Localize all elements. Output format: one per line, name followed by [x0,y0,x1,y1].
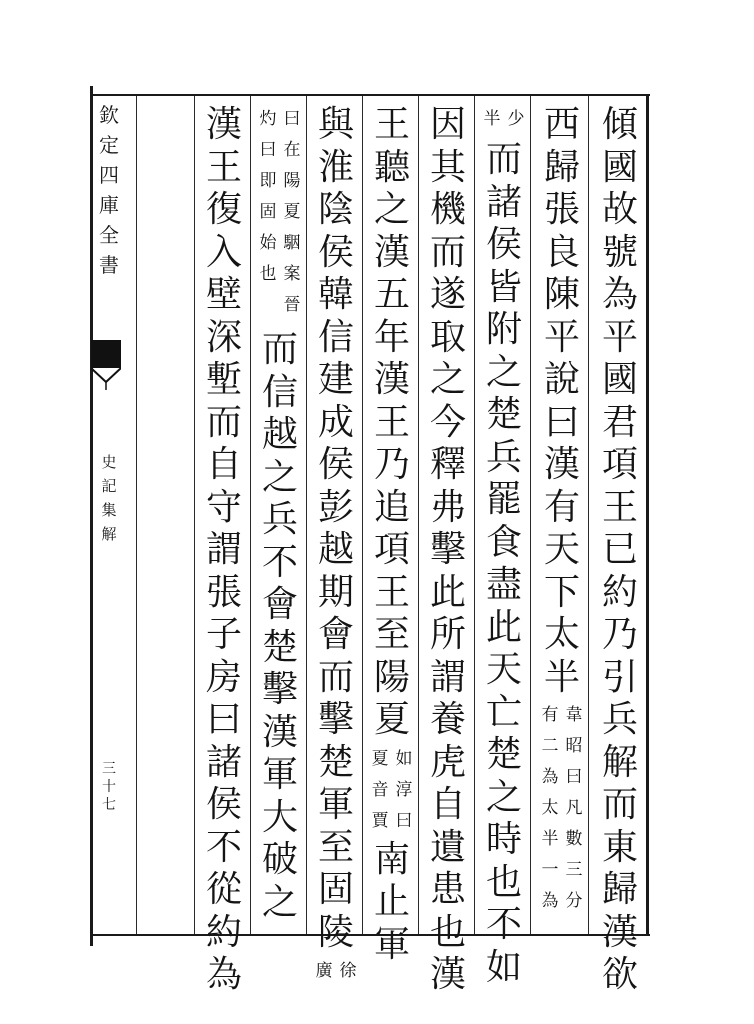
margin-collection-title [97,100,121,280]
character: 約 [601,571,638,613]
character: 太 [543,614,580,655]
character: 楚 [485,394,522,435]
character: 固 [317,869,354,910]
main-text [602,104,638,997]
character: 侯 [205,784,242,825]
character: 食 [485,521,522,563]
character: 所 [429,614,466,655]
character: 已 [601,529,638,570]
character: 韓 [317,274,354,315]
commentary-subcolumn [480,104,504,135]
character: 陰 [317,189,354,230]
character: 止 [373,881,410,922]
character: 兵 [261,499,298,540]
character: 不 [205,826,242,868]
character: 深 [205,316,242,358]
character: 駰 [283,233,301,253]
character: 自 [205,444,242,485]
character: 會 [261,584,298,625]
character: 謂 [205,529,242,570]
character: 陽 [373,656,410,698]
character: 王 [373,401,410,443]
character: 之 [485,776,522,818]
character: 兵 [485,436,522,478]
character: 而 [261,329,298,370]
character: 守 [205,486,242,528]
character: 越 [261,414,298,455]
character: 侯 [317,444,354,485]
character: 之 [429,359,466,400]
character: 歸 [543,146,580,188]
character: 定 [99,133,119,157]
character: 養 [429,699,466,740]
character: 盡 [485,564,522,605]
character: 聽 [373,146,410,188]
character: 遂 [429,274,466,315]
character: 諸 [205,741,242,783]
character: 約 [205,911,242,953]
character: 曰 [259,140,277,160]
commentary-note [256,104,304,321]
fish-tail-block [91,340,121,368]
character: 房 [205,656,242,698]
character: 諸 [485,181,522,223]
character: 昭 [565,736,583,756]
character: 復 [205,189,242,230]
column-rule [194,96,195,934]
character: 因 [429,104,466,145]
character: 擊 [429,529,466,570]
text-column-6 [308,104,364,987]
character: 侯 [317,231,354,273]
character: 說 [543,359,580,400]
frame-left-rule [90,86,93,946]
character: 國 [601,146,638,188]
text-column-1 [592,104,648,997]
character: 韋 [565,705,583,725]
character: 亡 [485,691,522,733]
character: 固 [259,202,277,222]
character: 案 [283,264,301,284]
character: 南 [373,838,410,880]
character: 陳 [543,274,580,315]
character: 皆 [485,266,522,308]
character: 始 [259,233,277,253]
character: 張 [205,571,242,613]
character: 為 [601,274,638,315]
character: 四 [99,163,119,187]
character: 擊 [317,699,354,740]
character: 之 [373,189,410,230]
character: 至 [317,826,354,868]
character: 弗 [429,486,466,528]
character: 兵 [601,699,638,740]
character: 取 [429,316,466,358]
character: 夏 [371,748,389,769]
character: 曰 [543,401,580,443]
main-text [544,104,580,699]
commentary-note [368,744,416,837]
commentary-subcolumn [504,104,528,135]
character: 有 [541,705,559,725]
character: 軍 [261,754,298,795]
character: 解 [601,741,638,783]
character: 乃 [373,444,410,485]
character: 平 [601,316,638,358]
character: 張 [543,189,580,230]
character: 如 [395,748,413,769]
character: 凡 [565,798,583,818]
character: 國 [601,359,638,400]
character: 半 [543,656,580,698]
character: 與 [317,104,354,145]
character: 少 [507,109,525,129]
character: 漢 [543,444,580,485]
character: 遺 [429,826,466,868]
commentary-note [480,104,528,135]
character: 號 [601,231,638,273]
character: 欽 [99,103,119,127]
character: 楚 [317,741,354,783]
character: 天 [485,649,522,690]
character: 記 [101,477,117,495]
character: 軍 [317,784,354,825]
character: 之 [261,456,298,498]
character: 附 [485,309,522,350]
character: 一 [541,860,559,880]
character: 不 [485,904,522,945]
text-column-5 [364,104,420,966]
character: 為 [541,891,559,911]
character: 年 [373,316,410,358]
character: 漢 [205,104,242,145]
main-text [318,104,354,954]
character: 半 [483,109,501,129]
character: 三 [102,761,116,777]
main-text [430,104,466,997]
character: 淮 [317,146,354,188]
commentary-note [312,956,360,987]
character: 王 [205,146,242,188]
character: 其 [429,146,466,188]
character: 楚 [261,626,298,668]
character: 陵 [317,911,354,953]
character: 王 [373,571,410,613]
character: 會 [317,614,354,655]
character: 追 [373,486,410,528]
character: 信 [317,316,354,358]
frame-top-rule [90,94,650,96]
character: 有 [543,486,580,528]
character: 軍 [373,923,410,965]
character: 之 [261,881,298,923]
character: 史 [101,453,117,471]
character: 東 [601,826,638,868]
character: 歸 [601,869,638,910]
commentary-subcolumn [392,744,416,837]
character: 即 [259,171,277,191]
character: 也 [259,264,277,284]
main-text [374,104,410,742]
character: 曰 [205,699,242,740]
commentary-subcolumn [256,104,280,321]
character: 建 [317,359,354,400]
character: 音 [371,779,389,800]
character: 成 [317,401,354,443]
character: 此 [429,571,466,613]
character: 五 [373,274,410,315]
main-text [486,139,522,989]
character: 自 [429,784,466,825]
text-column-3 [476,104,532,989]
character: 西 [543,104,580,145]
character: 解 [101,525,117,543]
main-text [374,839,410,967]
character: 傾 [601,104,638,145]
character: 而 [601,784,638,825]
text-column-4 [420,104,476,997]
character: 機 [429,189,466,230]
character: 也 [429,911,466,953]
character: 全 [99,223,119,247]
character: 十 [102,779,116,795]
character: 賈 [371,810,389,831]
character: 君 [601,401,638,443]
character: 楚 [485,734,522,775]
character: 從 [205,869,242,910]
commentary-subcolumn [538,700,562,917]
character: 夏 [283,202,301,222]
character: 之 [485,351,522,393]
text-column-7 [252,104,308,924]
character: 釋 [429,444,466,485]
character: 王 [601,486,638,528]
character: 入 [205,231,242,273]
character: 越 [317,529,354,570]
character: 庫 [99,193,119,217]
margin-book-title [100,450,118,546]
character: 謂 [429,656,466,698]
character: 曰 [395,810,413,831]
commentary-note [538,700,586,917]
character: 為 [205,954,242,995]
character: 而 [485,139,522,180]
character: 患 [429,869,466,910]
character: 集 [101,501,117,519]
text-column-8 [196,104,252,997]
character: 七 [102,797,116,813]
character: 欲 [601,954,638,995]
character: 良 [543,231,580,273]
character: 而 [205,401,242,443]
character: 故 [601,189,638,230]
commentary-subcolumn [280,104,304,321]
character: 漢 [429,954,466,995]
character: 此 [485,606,522,648]
fish-tail-mark [91,368,121,390]
character: 而 [317,656,354,698]
character: 曰 [565,767,583,787]
character: 王 [373,104,410,145]
character: 三 [565,860,583,880]
character: 太 [541,798,559,818]
character: 曰 [283,109,301,129]
character: 為 [541,767,559,787]
character: 侯 [485,224,522,265]
character: 期 [317,571,354,613]
main-text [206,104,242,997]
main-text [262,329,298,924]
character: 二 [541,736,559,756]
character: 下 [543,571,580,613]
character: 天 [543,529,580,570]
character: 也 [485,861,522,903]
character: 廣 [315,961,333,981]
character: 乃 [601,614,638,655]
character: 如 [485,946,522,988]
text-column-2 [534,104,590,699]
character: 半 [541,829,559,849]
character: 項 [601,444,638,485]
character: 徐 [339,961,357,981]
margin-page-number [100,760,118,814]
character: 至 [373,614,410,655]
character: 灼 [259,109,277,129]
character: 漢 [373,359,410,400]
character: 子 [205,614,242,655]
column-rule [136,96,137,934]
character: 塹 [205,359,242,400]
character: 數 [565,829,583,849]
character: 晉 [283,295,301,315]
character: 時 [485,819,522,860]
character: 漢 [601,911,638,953]
character: 信 [261,371,298,413]
character: 罷 [485,479,522,520]
character: 彭 [317,486,354,528]
character: 書 [99,253,119,277]
character: 而 [429,231,466,273]
character: 陽 [283,171,301,191]
commentary-subcolumn [312,956,336,987]
character: 漢 [373,231,410,273]
character: 分 [565,891,583,911]
character: 破 [261,839,298,880]
character: 淳 [395,779,413,800]
character: 項 [373,529,410,570]
commentary-subcolumn [336,956,360,987]
character: 大 [261,796,298,838]
character: 擊 [261,669,298,710]
character: 今 [429,401,466,443]
character: 虎 [429,741,466,783]
character: 在 [283,140,301,160]
commentary-subcolumn [562,700,586,917]
character: 平 [543,316,580,358]
character: 不 [261,541,298,583]
character: 引 [601,656,638,698]
character: 夏 [373,699,410,740]
character: 漢 [261,711,298,753]
commentary-subcolumn [368,744,392,837]
character: 壁 [205,274,242,315]
